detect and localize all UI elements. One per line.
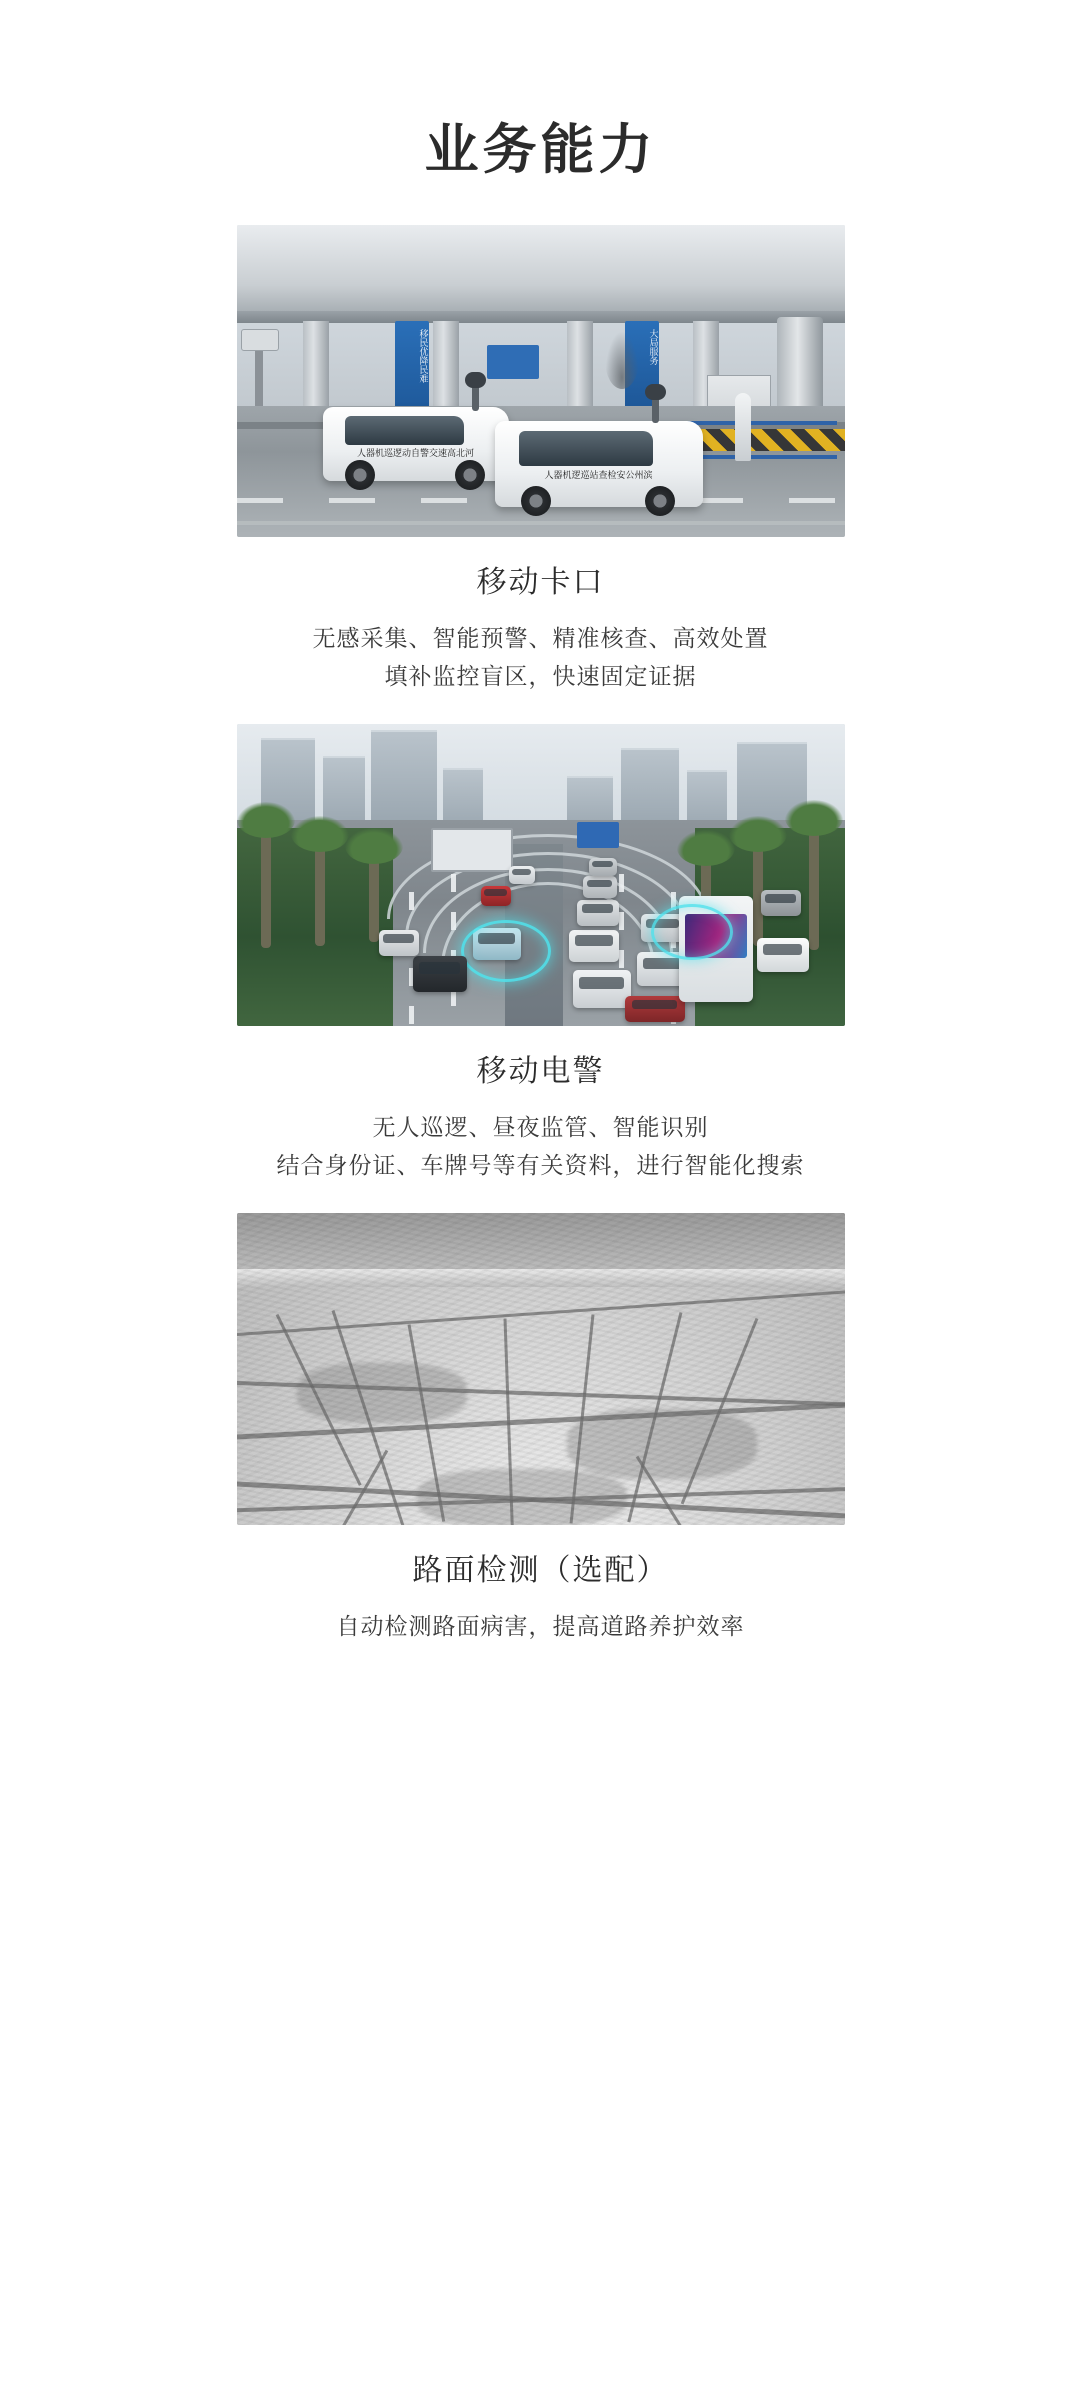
palm-crown bbox=[237, 802, 295, 838]
blue-guide-sign bbox=[577, 822, 619, 848]
description-line: 无人巡逻、昼夜监管、智能识别 bbox=[372, 1113, 709, 1140]
lidar-dome-icon bbox=[465, 372, 486, 388]
section-mobile-e-police bbox=[0, 724, 1081, 1185]
roadside-billboard bbox=[431, 828, 513, 872]
vehicle bbox=[573, 970, 631, 1008]
vehicle bbox=[577, 900, 619, 926]
sensor-mast bbox=[652, 397, 659, 423]
lane-marking-dashed bbox=[451, 874, 456, 1026]
city-avenue-traffic-photo bbox=[237, 724, 845, 1026]
palm-crown bbox=[729, 816, 787, 852]
palm-crown bbox=[785, 800, 843, 836]
toll-direction-sign bbox=[487, 345, 539, 379]
vehicle bbox=[569, 930, 619, 962]
section-caption: 移动电警 bbox=[476, 1054, 605, 1088]
vehicle-wheel bbox=[455, 460, 485, 490]
section-caption: 移动卡口 bbox=[476, 565, 605, 599]
traffic-bollard bbox=[735, 393, 751, 461]
vehicle bbox=[625, 996, 685, 1022]
ai-detection-halo-left bbox=[461, 920, 551, 982]
palm-tree bbox=[369, 854, 379, 942]
vehicle bbox=[481, 886, 511, 906]
description-line: 结合身份证、车牌号等有关资料，进行智能化搜索 bbox=[276, 1151, 805, 1178]
vehicle bbox=[761, 890, 801, 916]
vertical-banner-right-text: 大局服务 bbox=[648, 328, 659, 365]
palm-tree bbox=[261, 828, 271, 948]
toll-canopy-roof bbox=[237, 225, 845, 314]
vehicle bbox=[589, 858, 617, 876]
vertical-banner-left-text: 移民优降民难 bbox=[418, 328, 429, 383]
lane-marking-solid bbox=[237, 521, 845, 525]
patrol-vehicle-front-label: 人器机逻巡站查检安公州滨 bbox=[544, 470, 653, 480]
section-mobile-checkpoint bbox=[0, 225, 1081, 696]
section-description bbox=[313, 620, 769, 696]
vehicle-windshield bbox=[345, 416, 464, 446]
vehicle-windshield bbox=[519, 431, 652, 465]
description-line: 无感采集、智能预警、精准核查、高效处置 bbox=[312, 624, 769, 651]
ai-detection-halo-right bbox=[651, 904, 733, 960]
vehicle bbox=[757, 938, 809, 972]
camera-housing bbox=[241, 329, 279, 351]
toll-gate-patrol-vehicles-photo bbox=[237, 225, 845, 537]
palm-crown bbox=[291, 816, 349, 852]
patrol-vehicle-front bbox=[495, 421, 703, 507]
description-line: 自动检测路面病害，提高道路养护效率 bbox=[336, 1612, 745, 1639]
palm-tree bbox=[809, 826, 819, 950]
lidar-dome-icon bbox=[645, 384, 666, 400]
vehicle bbox=[379, 930, 419, 956]
vehicle bbox=[509, 866, 535, 884]
palm-tree bbox=[315, 842, 325, 946]
palm-crown bbox=[677, 830, 735, 866]
sensor-mast bbox=[472, 385, 479, 411]
vehicle bbox=[583, 876, 617, 898]
page-title: 业务能力 bbox=[424, 120, 657, 180]
palm-crown bbox=[345, 828, 403, 864]
vehicle bbox=[413, 956, 467, 992]
smoke-plume bbox=[605, 331, 639, 389]
section-description bbox=[337, 1608, 745, 1646]
cracked-road-surface-photo bbox=[237, 1213, 845, 1525]
section-description bbox=[277, 1109, 805, 1185]
vehicle-wheel bbox=[345, 460, 375, 490]
patrol-vehicle-rear-label: 人器机巡逻动自警交速高北河 bbox=[356, 447, 474, 458]
description-line: 填补监控盲区，快速固定证据 bbox=[384, 662, 697, 689]
vehicle-wheel bbox=[645, 486, 675, 516]
section-caption: 路面检测（选配） bbox=[412, 1553, 669, 1587]
patrol-vehicle-rear bbox=[323, 407, 509, 481]
pavement-texture bbox=[237, 1213, 845, 1525]
vehicle-wheel bbox=[521, 486, 551, 516]
hazard-stripe-barrier bbox=[685, 429, 845, 451]
section-road-surface-detection bbox=[0, 1213, 1081, 1646]
